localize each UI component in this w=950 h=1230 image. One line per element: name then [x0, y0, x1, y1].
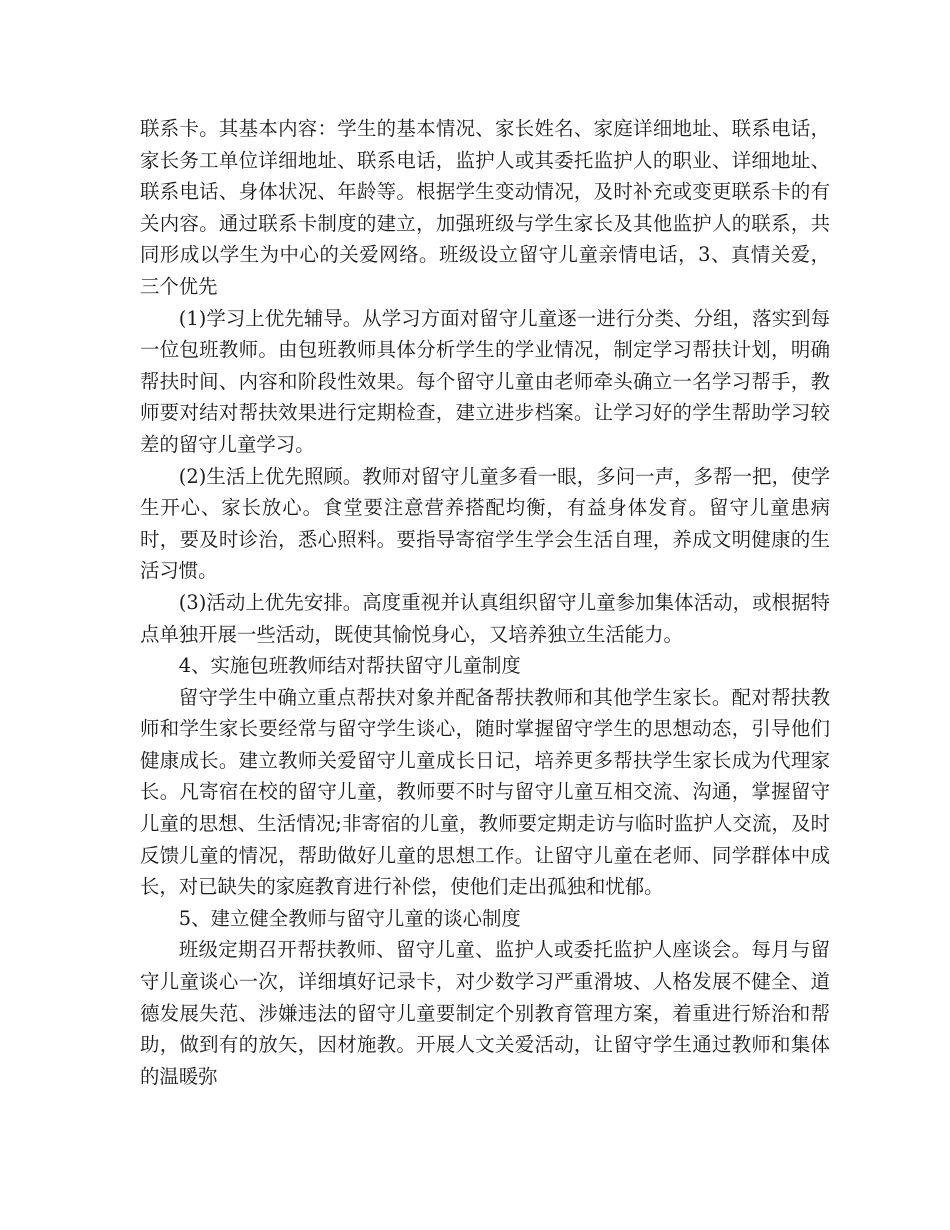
paragraph-life-priority: (2)生活上优先照顾。教师对留守儿童多看一眼，多问一声，多帮一把，使学生开心、家长放心。食堂要注意营养搭配均衡，有益身体发育。留守儿童患病时，要及时诊治，悉心照料。要指导寄宿学生学会生活自理，养成文明健康的生活习惯。 — [140, 464, 830, 583]
section-heading-4: 4、实施包班教师结对帮扶留守儿童制度 — [178, 654, 521, 678]
section-heading-5: 5、建立健全教师与留守儿童的谈心制度 — [178, 906, 521, 930]
paragraph-study-priority: (1)学习上优先辅导。从学习方面对留守儿童逐一进行分类、分组，落实到每一位包班教师。由包班教师具体分析学生的学业情况，制定学习帮扶计划，明确帮扶时间、内容和阶段性效果。每个留守儿童由老师牵头确立一名学习帮手，教师要对结对帮扶效果进行定期检查，建立进步档案。让学习好的学生帮助学习较差的留守儿童学习。 — [140, 306, 830, 456]
document-body — [140, 113, 830, 1092]
paragraph-contact-card: 联系卡。其基本内容：学生的基本情况、家长姓名、家庭详细地址、联系电话，家长务工单位详细地址、联系电话，监护人或其委托监护人的职业、详细地址、联系电话、身体状况、年龄等。根据学生变动情况，及时补充或变更联系卡的有关内容。通过联系卡制度的建立，加强班级与学生家长及其他监护人的联系，共同形成以学生为中心的关爱网络。班级设立留守儿童亲情电话，3、真情关爱，三个优先 — [140, 117, 830, 298]
paragraph-activity-priority: (3)活动上优先安排。高度重视并认真组织留守儿童参加集体活动，或根据特点单独开展一些活动，既使其愉悦身心，又培养独立生活能力。 — [140, 590, 830, 646]
paragraph-pairing-support: 留守学生中确立重点帮扶对象并配备帮扶教师和其他学生家长。配对帮扶教师和学生家长要经常与留守学生谈心，随时掌握留守学生的思想动态，引导他们健康成长。建立教师关爱留守儿童成长日记，培养更多帮扶学生家长成为代理家长。凡寄宿在校的留守儿童，教师要不时与留守儿童互相交流、沟通，掌握留守儿童的思想、生活情况;非寄宿的儿童，教师要定期走访与临时监护人交流，及时反馈儿童的情况，帮助做好儿童的思想工作。让留守儿童在老师、同学群体中成长，对已缺失的家庭教育进行补偿，使他们走出孤独和忧郁。 — [140, 685, 830, 899]
paragraph-heart-to-heart: 班级定期召开帮扶教师、留守儿童、监护人或委托监护人座谈会。每月与留守儿童谈心一次，详细填好记录卡，对少数学习严重滑坡、人格发展不健全、道德发展失范、涉嫌违法的留守儿童要制定个别教育管理方案，着重进行矫治和帮助，做到有的放矢，因材施教。开展人文关爱活动，让留守学生通过教师和集体的温暖弥 — [140, 938, 830, 1088]
